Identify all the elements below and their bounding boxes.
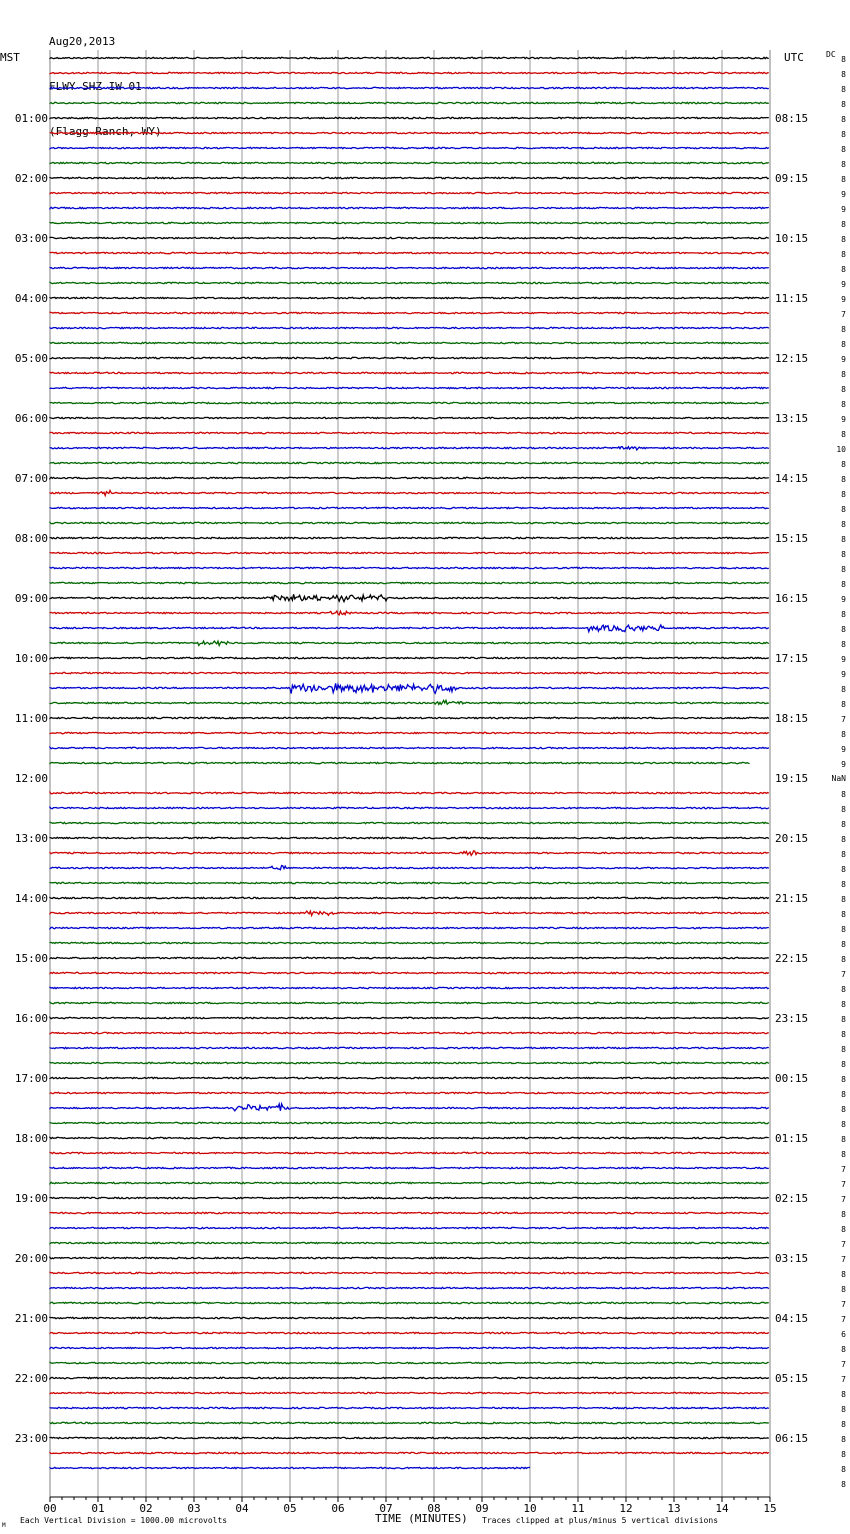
row-dc-value: 7 [841, 1360, 846, 1369]
trace-row [50, 672, 769, 673]
row-dc-value: 8 [841, 1120, 846, 1129]
trace-row [50, 1002, 769, 1003]
trace-row [50, 1032, 769, 1033]
trace-row [50, 1167, 769, 1168]
traces [50, 57, 769, 1468]
trace-row [50, 1347, 769, 1348]
x-tick-label: 13 [667, 1502, 681, 1515]
row-dc-value: 8 [841, 550, 846, 559]
row-dc-value: 8 [841, 1105, 846, 1114]
left-time-label: 19:00 [14, 1192, 48, 1205]
row-dc-value: 8 [841, 250, 846, 259]
right-time-label: 00:15 [775, 1072, 809, 1085]
trace-row [50, 683, 769, 693]
row-dc-value: 9 [841, 355, 846, 364]
row-dc-value: 8 [841, 700, 846, 709]
trace-row [50, 117, 769, 118]
trace-row [50, 582, 769, 583]
trace-row [50, 237, 769, 238]
row-dc-value: 8 [841, 1045, 846, 1054]
x-tick-label: 15 [763, 1502, 777, 1515]
row-dc-value: 8 [841, 940, 846, 949]
row-dc-value: 8 [841, 1225, 846, 1234]
trace-row [50, 732, 769, 733]
row-dc-value: 8 [841, 535, 846, 544]
row-dc-value: 8 [841, 1270, 846, 1279]
trace-row [50, 1422, 769, 1423]
right-zone-label: UTC [784, 51, 804, 64]
trace-row [50, 611, 769, 615]
row-dc-value: 8 [841, 625, 846, 634]
x-tick-label: 09 [475, 1502, 489, 1515]
left-time-label: 13:00 [14, 832, 48, 845]
row-dc-value: 8 [841, 1435, 846, 1444]
trace-row [50, 312, 769, 313]
left-time-label: 12:00 [14, 772, 48, 785]
trace-row [50, 700, 769, 704]
row-dc-value: 9 [841, 745, 846, 754]
right-time-label: 06:15 [775, 1432, 809, 1445]
row-dc-value: 8 [841, 910, 846, 919]
trace-row [50, 762, 750, 763]
right-time-label: 02:15 [775, 1192, 809, 1205]
left-time-label: 05:00 [14, 352, 48, 365]
row-dc-value: 8 [841, 175, 846, 184]
right-time-label: 05:15 [775, 1372, 809, 1385]
trace-row [50, 1182, 769, 1183]
trace-row [50, 1437, 769, 1438]
trace-row [50, 1272, 769, 1273]
left-time-label: 17:00 [14, 1072, 48, 1085]
trace-row [50, 462, 769, 463]
x-tick-label: 03 [187, 1502, 201, 1515]
trace-row [50, 567, 769, 568]
row-dc-value: 8 [841, 640, 846, 649]
row-dc-value: 8 [841, 85, 846, 94]
axis-labels [15, 55, 846, 1515]
trace-row [50, 372, 769, 373]
row-dc-value: 7 [841, 970, 846, 979]
row-dc-value: 9 [841, 655, 846, 664]
header-location: (Flagg Ranch, WY) [49, 125, 162, 138]
trace-row [50, 387, 769, 388]
trace-row [50, 641, 769, 645]
row-dc-value: 8 [841, 490, 846, 499]
row-dc-value: 8 [841, 265, 846, 274]
row-dc-value: 8 [841, 55, 846, 64]
row-dc-value: 8 [841, 130, 846, 139]
trace-row [50, 522, 769, 523]
row-dc-value: 8 [841, 430, 846, 439]
row-dc-value: 8 [841, 70, 846, 79]
trace-row [50, 1452, 769, 1453]
x-tick-label: 02 [139, 1502, 153, 1515]
row-dc-value: 8 [841, 475, 846, 484]
row-dc-value: 8 [841, 1135, 846, 1144]
right-time-label: 09:15 [775, 172, 809, 185]
trace-row [50, 1242, 769, 1243]
trace-row [50, 402, 769, 403]
right-time-label: 22:15 [775, 952, 809, 965]
right-time-label: 21:15 [775, 892, 809, 905]
row-dc-value: 6 [841, 1330, 846, 1339]
trace-row [50, 1062, 769, 1063]
trace-row [50, 432, 769, 433]
trace-row [50, 477, 769, 478]
left-zone-label: MST [0, 51, 20, 64]
trace-row [50, 911, 769, 915]
right-time-label: 01:15 [775, 1132, 809, 1145]
right-time-label: 18:15 [775, 712, 809, 725]
trace-row [50, 342, 769, 343]
row-dc-value: 7 [841, 1180, 846, 1189]
row-dc-value: 8 [841, 1015, 846, 1024]
right-time-label: 20:15 [775, 832, 809, 845]
x-tick-label: 10 [523, 1502, 537, 1515]
row-dc-value: 8 [841, 1450, 846, 1459]
right-time-label: 12:15 [775, 352, 809, 365]
x-tick-label: 01 [91, 1502, 105, 1515]
row-dc-value: 8 [841, 1345, 846, 1354]
trace-row [50, 882, 769, 883]
right-time-label: 08:15 [775, 112, 809, 125]
row-dc-value: 9 [841, 760, 846, 769]
trace-row [50, 57, 769, 58]
left-time-label: 08:00 [14, 532, 48, 545]
row-dc-value: 10 [836, 445, 846, 454]
left-time-label: 11:00 [14, 712, 48, 725]
row-dc-value: 8 [841, 1075, 846, 1084]
x-tick-label: 14 [715, 1502, 729, 1515]
trace-row [50, 866, 769, 870]
corner-mark: M [2, 1522, 6, 1529]
row-dc-value: 8 [841, 1480, 846, 1489]
row-dc-value: 8 [841, 955, 846, 964]
row-dc-value: 9 [841, 280, 846, 289]
row-dc-value: 9 [841, 670, 846, 679]
left-time-label: 14:00 [14, 892, 48, 905]
trace-row [50, 717, 769, 718]
left-time-label: 03:00 [14, 232, 48, 245]
row-dc-value: 8 [841, 115, 846, 124]
row-dc-value: 8 [841, 370, 846, 379]
row-dc-value: 8 [841, 925, 846, 934]
dc-label: DC [826, 50, 836, 59]
row-dc-value: 8 [841, 100, 846, 109]
row-dc-value: 8 [841, 1150, 846, 1159]
row-dc-value: 8 [841, 1090, 846, 1099]
row-dc-value: 8 [841, 565, 846, 574]
trace-row [50, 1377, 769, 1378]
trace-row [50, 72, 769, 73]
x-tick-label: 11 [571, 1502, 585, 1515]
right-time-label: 23:15 [775, 1012, 809, 1025]
trace-row [50, 1257, 769, 1258]
trace-row [50, 1104, 769, 1111]
row-dc-value: 8 [841, 1465, 846, 1474]
row-dc-value: 8 [841, 160, 846, 169]
row-dc-value: 8 [841, 1210, 846, 1219]
row-dc-value: 9 [841, 190, 846, 199]
trace-row [50, 1302, 769, 1303]
trace-row [50, 507, 769, 508]
left-time-label: 15:00 [14, 952, 48, 965]
trace-row [50, 252, 769, 253]
row-dc-value: 8 [841, 1420, 846, 1429]
trace-row [50, 162, 769, 163]
row-dc-value: 8 [841, 460, 846, 469]
row-dc-value: 8 [841, 865, 846, 874]
row-dc-value: 7 [841, 1255, 846, 1264]
trace-row [50, 807, 769, 808]
trace-row [50, 594, 769, 601]
right-time-label: 04:15 [775, 1312, 809, 1325]
trace-row [50, 625, 769, 632]
trace-row [50, 552, 769, 553]
left-time-label: 16:00 [14, 1012, 48, 1025]
left-time-label: 06:00 [14, 412, 48, 425]
right-time-label: 14:15 [775, 472, 809, 485]
x-tick-label: 12 [619, 1502, 633, 1515]
trace-row [50, 1137, 769, 1138]
footer-left-note: Each Vertical Division = 1000.00 microvolts [20, 1516, 228, 1525]
right-time-label: 03:15 [775, 1252, 809, 1265]
row-dc-value: 7 [841, 1165, 846, 1174]
trace-row [50, 657, 769, 658]
trace-row [50, 177, 769, 178]
trace-row [50, 87, 769, 88]
row-dc-value: 8 [841, 985, 846, 994]
row-dc-value: 8 [841, 235, 846, 244]
trace-row [50, 267, 769, 268]
trace-row [50, 1152, 769, 1153]
trace-row [50, 147, 769, 148]
trace-row [50, 942, 769, 943]
header-station: FLWY SHZ IW 01 [49, 80, 142, 93]
trace-row [50, 927, 769, 928]
row-dc-value: 9 [841, 295, 846, 304]
right-time-label: 10:15 [775, 232, 809, 245]
row-dc-value: 7 [841, 1195, 846, 1204]
trace-row [50, 1122, 769, 1123]
trace-row [50, 1047, 769, 1048]
row-dc-value: 8 [841, 820, 846, 829]
left-time-label: 01:00 [14, 112, 48, 125]
row-dc-value: 8 [841, 340, 846, 349]
row-dc-value: 8 [841, 400, 846, 409]
trace-row [50, 1407, 769, 1408]
left-time-label: 22:00 [14, 1372, 48, 1385]
trace-row [50, 957, 769, 958]
right-time-label: 19:15 [775, 772, 809, 785]
trace-row [50, 490, 769, 495]
row-dc-value: 8 [841, 835, 846, 844]
row-dc-value: 8 [841, 685, 846, 694]
right-time-label: 11:15 [775, 292, 809, 305]
trace-row [50, 1392, 769, 1393]
trace-row [50, 1197, 769, 1198]
row-dc-value: 8 [841, 325, 846, 334]
x-tick-label: 07 [379, 1502, 393, 1515]
left-time-label: 04:00 [14, 292, 48, 305]
trace-row [50, 192, 769, 193]
trace-row [50, 1017, 769, 1018]
trace-row [50, 1317, 769, 1318]
row-dc-value: 9 [841, 595, 846, 604]
row-dc-value: 9 [841, 205, 846, 214]
header-date: Aug20,2013 [49, 35, 116, 48]
trace-row [50, 1212, 769, 1213]
row-dc-value: 8 [841, 1390, 846, 1399]
left-time-label: 21:00 [14, 1312, 48, 1325]
row-dc-value: 7 [841, 1375, 846, 1384]
row-dc-value: 8 [841, 1060, 846, 1069]
row-dc-value: 8 [841, 220, 846, 229]
row-dc-value: 8 [841, 730, 846, 739]
left-time-label: 07:00 [14, 472, 48, 485]
x-tick-label: 08 [427, 1502, 441, 1515]
footer-right-note: Traces clipped at plus/minus 5 vertical divisions [482, 1516, 719, 1525]
trace-row [50, 747, 769, 748]
trace-row [50, 222, 769, 223]
trace-row [50, 357, 769, 358]
trace-row [50, 132, 769, 133]
row-dc-value: 8 [841, 1285, 846, 1294]
row-dc-value: 7 [841, 715, 846, 724]
left-time-label: 02:00 [14, 172, 48, 185]
x-tick-label: 00 [43, 1502, 57, 1515]
row-dc-value: 8 [841, 895, 846, 904]
trace-row [50, 1227, 769, 1228]
row-dc-value: 8 [841, 505, 846, 514]
row-dc-value: 8 [841, 1000, 846, 1009]
x-axis-title: TIME (MINUTES) [375, 1512, 468, 1525]
left-time-label: 18:00 [14, 1132, 48, 1145]
row-dc-value: 8 [841, 1405, 846, 1414]
trace-row [50, 851, 769, 856]
trace-row [50, 1287, 769, 1288]
trace-row [50, 972, 769, 973]
row-dc-value: 7 [841, 310, 846, 319]
x-tick-label: 04 [235, 1502, 249, 1515]
trace-row [50, 792, 769, 793]
trace-row [50, 297, 769, 298]
row-dc-value: 8 [841, 790, 846, 799]
trace-row [50, 282, 769, 283]
row-dc-value: 8 [841, 610, 846, 619]
row-dc-value: 8 [841, 880, 846, 889]
right-time-label: 16:15 [775, 592, 809, 605]
trace-row [50, 1332, 769, 1333]
row-dc-value: 7 [841, 1240, 846, 1249]
x-tick-label: 05 [283, 1502, 297, 1515]
left-time-label: 09:00 [14, 592, 48, 605]
row-dc-value: 8 [841, 850, 846, 859]
row-dc-value: 8 [841, 1030, 846, 1039]
row-dc-value: 9 [841, 415, 846, 424]
trace-row [50, 537, 769, 538]
row-dc-value: 7 [841, 1300, 846, 1309]
trace-row [50, 417, 769, 418]
trace-row [50, 987, 769, 988]
row-dc-value: 8 [841, 145, 846, 154]
right-time-label: 13:15 [775, 412, 809, 425]
right-time-label: 15:15 [775, 532, 809, 545]
trace-row [50, 1362, 769, 1363]
trace-row [50, 207, 769, 208]
row-dc-value: 8 [841, 520, 846, 529]
trace-row [50, 102, 769, 103]
trace-row [50, 897, 769, 898]
left-time-label: 23:00 [14, 1432, 48, 1445]
left-time-label: 10:00 [14, 652, 48, 665]
x-tick-label: 06 [331, 1502, 345, 1515]
trace-row [50, 1077, 769, 1078]
row-dc-value: 8 [841, 385, 846, 394]
row-dc-value: 8 [841, 805, 846, 814]
row-dc-value: 8 [841, 580, 846, 589]
left-time-label: 20:00 [14, 1252, 48, 1265]
nan-label: NaN [831, 774, 846, 783]
row-dc-value: 7 [841, 1315, 846, 1324]
trace-row [50, 447, 769, 450]
trace-row [50, 837, 769, 838]
trace-row [50, 822, 769, 823]
right-time-label: 17:15 [775, 652, 809, 665]
trace-row [50, 327, 769, 328]
trace-row [50, 1092, 769, 1093]
